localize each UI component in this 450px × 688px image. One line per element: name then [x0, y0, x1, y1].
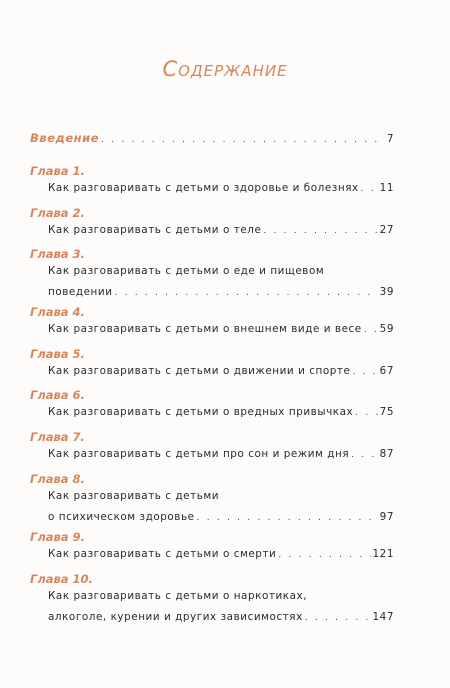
chapter-title: Как разговаривать с детьми о здоровье и болезнях	[48, 182, 359, 194]
chapter-page: 87	[379, 448, 394, 460]
chapter-title: Как разговаривать с детьми о теле	[48, 224, 262, 236]
intro-page: 7	[386, 133, 394, 145]
chapter-label: Глава 10.	[30, 572, 93, 586]
chapter-entry	[48, 448, 394, 461]
chapter-page: 27	[379, 224, 394, 236]
chapter-page: 39	[379, 286, 394, 298]
chapter-title: Как разговаривать с детьми о движении и спорте	[48, 365, 351, 377]
dot-leader	[197, 512, 378, 524]
chapter-title: о психическом здоровье	[48, 511, 195, 523]
chapter-page: 67	[379, 365, 394, 377]
chapter-entry	[48, 182, 394, 195]
chapter-title: Как разговаривать с детьми о смерти	[48, 548, 277, 560]
chapter-label: Глава 7.	[30, 430, 85, 444]
chapter-entry	[48, 406, 394, 419]
chapter-entry	[48, 611, 394, 624]
chapter-label: Глава 6.	[30, 388, 85, 402]
chapter-label: Глава 1.	[30, 164, 85, 178]
chapter-title: Как разговаривать с детьми о вредных привычках	[48, 406, 354, 418]
chapter-entry	[48, 511, 394, 524]
dot-leader	[101, 134, 385, 146]
chapter-page: 97	[379, 511, 394, 523]
chapter-entry	[48, 490, 394, 502]
chapter-label: Глава 8.	[30, 472, 85, 486]
chapter-entry	[48, 224, 394, 237]
chapter-page: 121	[372, 548, 394, 560]
chapter-entry	[48, 286, 394, 299]
dot-leader	[361, 183, 378, 195]
dot-leader	[115, 287, 378, 299]
chapter-title: Как разговаривать с детьми	[48, 490, 220, 502]
page-title: Содержание	[162, 57, 288, 81]
dot-leader	[352, 366, 377, 378]
chapter-label: Глава 2.	[30, 206, 85, 220]
chapter-title: Как разговаривать с детьми о наркотиках,	[48, 590, 308, 602]
chapter-title: Как разговаривать с детьми о внешнем виде и весе	[48, 323, 362, 335]
chapter-entry	[48, 365, 394, 378]
chapter-label: Глава 9.	[30, 530, 85, 544]
toc-intro	[30, 132, 394, 146]
chapter-page: 75	[379, 406, 394, 418]
dot-leader	[351, 449, 378, 461]
chapter-title: поведении	[48, 286, 113, 298]
dot-leader	[305, 612, 371, 624]
chapter-entry	[48, 265, 394, 277]
chapter-page: 59	[379, 323, 394, 335]
chapter-title: Как разговаривать с детьми про сон и режим дня	[48, 448, 350, 460]
chapter-entry	[48, 323, 394, 336]
dot-leader	[278, 549, 370, 561]
chapter-page: 147	[372, 611, 394, 623]
intro-label: Введение	[30, 131, 100, 145]
chapter-label: Глава 4.	[30, 305, 85, 319]
chapter-title: алкоголе, курении и других зависимостях	[48, 611, 303, 623]
chapter-entry	[48, 590, 394, 602]
chapter-entry	[48, 548, 394, 561]
chapter-title: Как разговаривать с детьми о еде и пищевом	[48, 265, 325, 277]
chapter-page: 11	[379, 182, 394, 194]
dot-leader	[263, 225, 377, 237]
dot-leader	[355, 407, 377, 419]
chapter-label: Глава 3.	[30, 247, 85, 261]
chapter-label: Глава 5.	[30, 347, 85, 361]
dot-leader	[364, 324, 378, 336]
